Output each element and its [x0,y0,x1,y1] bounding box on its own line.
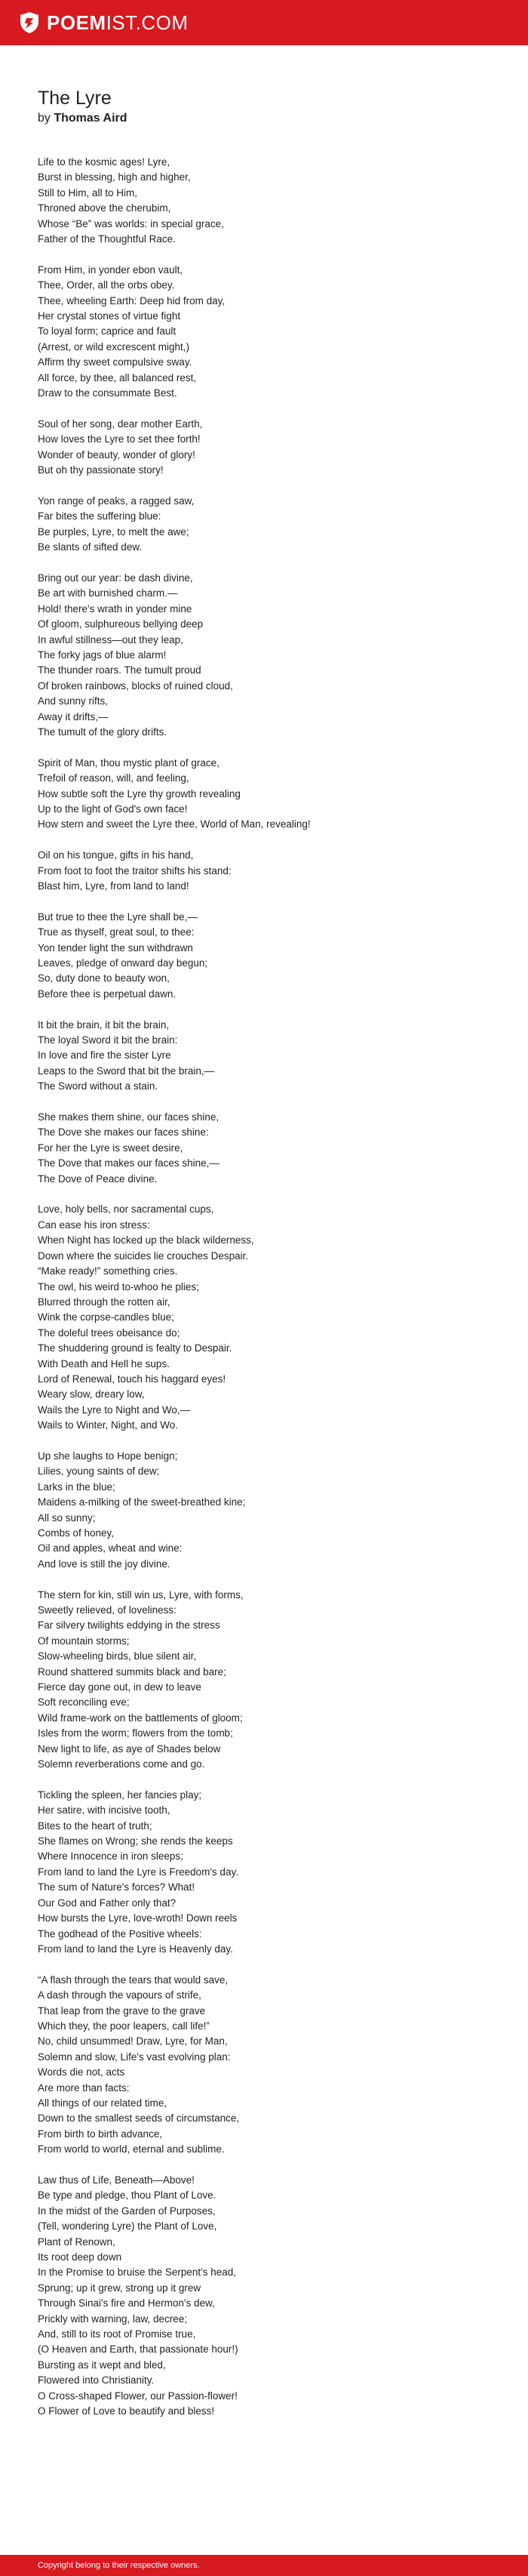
poem-author-link[interactable]: Thomas Aird [54,112,127,125]
poem-line: From world to world, eternal and sublime. [38,2143,225,2155]
poem-line: Oil on his tongue, gifts in his hand, [38,849,194,861]
poem-line: In the Promise to bruise the Serpent's head, [38,2266,236,2279]
poem-line: (Tell, wondering Lyre) the Plant of Love, [38,2220,217,2232]
poem-line: Draw to the consummate Best. [38,387,177,399]
poem-line: Burst in blessing, high and higher, [38,171,191,183]
poem-line: Spirit of Man, thou mystic plant of grace, [38,756,219,769]
poem-stanza [38,1588,505,1773]
poem-line: Through Sinai's fire and Hermon's dew, [38,2297,215,2309]
poem-line: In awful stillness—out they leap, [38,633,183,646]
poem-title: The Lyre [38,88,112,109]
poem-line: Bites to the heart of truth; [38,1820,152,1832]
poem-line: All so sunny; [38,1511,96,1524]
poem-line: Weary slow, dreary low, [38,1388,145,1400]
poem-line: And love is still the joy divine. [38,1558,170,1570]
poem-line: Bring out our year: be dash divine, [38,572,193,584]
poem-stanza [38,417,505,479]
poem-line: Down where the suicides lie crouches Despair. [38,1249,249,1262]
poem-line: Solemn and slow, Life's vast evolving plan: [38,2051,231,2063]
poem-line: Soul of her song, dear mother Earth, [38,418,203,430]
site-footer [0,2555,528,2576]
poem-line: To loyal form; caprice and fault [38,325,177,337]
poem-line: Round shattered summits black and bare; [38,1665,226,1678]
site-header [0,0,528,45]
poem-line: All force, by thee, all balanced rest, [38,371,197,384]
poem-line: From Him, in yonder ebon vault, [38,263,183,276]
poem-line: Can ease his iron stress: [38,1219,150,1231]
poem-line: Words die not, acts [38,2066,125,2078]
poem-line: Bursting as it wept and bled, [38,2359,166,2371]
poem-line: O Flower of Love to beautify and bless! [38,2405,215,2417]
poem-stanza [38,494,505,556]
poem-line: Away it drifts,— [38,710,109,723]
poem-line: The Dove of Peace divine. [38,1172,158,1185]
poem-line: And, still to its root of Promise true, [38,2328,196,2340]
poem-line: The shuddering ground is fealty to Despair. [38,1342,232,1354]
poem-line: Leaves, pledge of onward day begun; [38,957,208,969]
poem-line: How stern and sweet the Lyre thee, World of Man, revealing! [38,818,311,830]
poem-line: That leap from the grave to the grave [38,2004,206,2017]
poem-line: Her crystal stones of virtue fight [38,310,181,322]
poem-line: The godhead of the Positive wheels: [38,1927,202,1940]
poem-line: Thee, Order, all the orbs obey. [38,279,175,291]
logo-text-bold: POEM [47,11,106,34]
poem-line: Are more than facts: [38,2081,130,2094]
poem-line: (O Heaven and Earth, that passionate hour!) [38,2343,238,2356]
poem-line: The Sword without a stain. [38,1080,158,1092]
poem-line: But true to thee the Lyre shall be,— [38,911,198,923]
poem-line: O Cross-shaped Flower, our Passion-flower! [38,2390,238,2402]
poem-stanza [38,1449,505,1572]
poem-stanza [38,2173,505,2420]
poem-line: Of gloom, sulphureous bellying deep [38,618,204,630]
poem-line: “A flash through the tears that would save, [38,1974,229,1986]
poem-line: Thee, wheeling Earth: Deep hid from day, [38,294,226,307]
poem-line: Isles from the worm; flowers from the tomb; [38,1727,233,1739]
poem-stanza [38,1788,505,1957]
poem-line: Throned above the cherubim, [38,202,171,214]
poem-stanza [38,1110,505,1187]
poem-line: The loyal Sword it bit the brain: [38,1034,178,1046]
poem-line: The tumult of the glory drifts. [38,726,167,738]
site-logo[interactable] [18,11,189,35]
poem-line: Wails the Lyre to Night and Wo,— [38,1404,191,1416]
poem-line: The forky jags of blue alarm! [38,649,167,661]
poem-line: Sprung; up it grew, strong up it grew [38,2282,201,2294]
poem-line: All things of our related time, [38,2097,167,2109]
poem-stanza [38,1018,505,1095]
poem-stanza [38,263,505,402]
logo-text-light: IST.COM [106,11,189,34]
poem-line: So, duty done to beauty won, [38,972,170,984]
poem-stanza [38,910,505,1002]
poem-line: Law thus of Life, Beneath—Above! [38,2174,195,2186]
poem-line: Larks in the blue; [38,1481,115,1493]
poem-line: Slow-wheeling birds, blue silent air, [38,1650,197,1662]
poem-line: Be art with burnished charm.— [38,587,178,599]
poem-line: Affirm thy sweet compulsive sway. [38,356,192,368]
poem-stanza [38,848,505,894]
poem-line: In the midst of the Garden of Purposes, [38,2205,216,2217]
poem-line: Prickly with warning, law, decree; [38,2313,188,2325]
poem-line: New light to life, as aye of Shades below [38,1742,221,1755]
poem-line: Trefoil of reason, will, and feeling, [38,772,189,784]
poem-line: Of mountain storms; [38,1635,130,1647]
poem-line: Lilies, young saints of dew; [38,1465,160,1478]
poem-line: Father of the Thoughtful Race. [38,233,176,245]
poem-line: Yon tender light the sun withdrawn [38,941,193,954]
poem-line: Still to Him, all to Him, [38,186,138,199]
poem-stanza [38,571,505,740]
poem-line: Which they, the poor leapers, call life!” [38,2020,210,2032]
poem-line: How bursts the Lyre, love-wroth! Down reels [38,1912,238,1924]
poem-line: Be type and pledge, thou Plant of Love. [38,2189,216,2202]
poem-line: Maidens a-milking of the sweet-breathed kine; [38,1496,246,1508]
poem-byline [38,111,505,126]
poem-line: When Night has locked up the black wilderness, [38,1234,254,1246]
poem-line: Up to the light of God's own face! [38,803,188,815]
poem-line: With Death and Hell he sups. [38,1357,170,1370]
poem-line: Oil and apples, wheat and wine: [38,1542,183,1555]
poem-line: Of broken rainbows, blocks of ruined cloud, [38,679,233,692]
poem-line: For her the Lyre is sweet desire, [38,1142,183,1154]
poem-line: From land to land the Lyre is Freedom's day. [38,1866,238,1878]
poem-line: Yon range of peaks, a ragged saw, [38,495,195,507]
poem-stanza [38,1202,505,1433]
poem-line: Be purples, Lyre, to melt the awe; [38,525,189,538]
poem-line: Plant of Renown, [38,2236,115,2248]
poem-line: Love, holy bells, nor sacramental cups, [38,1203,214,1216]
poem-line: How loves the Lyre to set thee forth! [38,433,201,445]
poem-line: Fierce day gone out, in dew to leave [38,1681,201,1693]
poem-line: And sunny rifts, [38,695,109,707]
poem-line: A dash through the vapours of strife, [38,1989,201,2001]
poem-line: Down to the smallest seeds of circumstance, [38,2112,240,2125]
poem-line: How subtle soft the Lyre thy growth revealing [38,787,241,800]
footer-copyright: Copyright belong to their respective owners. [38,2561,200,2570]
poem-line: From foot to foot the traitor shifts his stand: [38,864,232,877]
byline-prefix: by [38,112,51,125]
poem-stanza [38,756,505,833]
poem-line: The Dove she makes our faces shine: [38,1126,209,1139]
poem-line: Tickling the spleen, her fancies play; [38,1789,202,1801]
shield-icon [18,11,41,34]
poem-content [38,87,505,2435]
poem-line: Leaps to the Sword that bit the brain,— [38,1065,215,1077]
poem-line: Wails to Winter, Night, and Wo. [38,1419,179,1431]
poem-line: From birth to birth advance, [38,2128,163,2140]
poem-stanza [38,155,505,247]
poem-line: In love and fire the sister Lyre [38,1049,171,1062]
poem-line: (Arrest, or wild excrescent might,) [38,340,190,353]
poem-line: Blurred through the rotten air, [38,1296,170,1308]
poem-line: Wonder of beauty, wonder of glory! [38,448,195,461]
poem-line: Lord of Renewal, touch his haggard eyes! [38,1373,226,1385]
poem-line: The thunder roars. The tumult proud [38,664,201,676]
poem-line: Flowered into Christianity. [38,2374,155,2386]
poem-line: Hold! there's wrath in yonder mine [38,602,192,615]
poem-line: From land to land the Lyre is Heavenly day. [38,1943,233,1955]
poem-line: But oh thy passionate story! [38,464,164,476]
poem-body [38,155,505,2419]
poem-line: Where Innocence in iron sleeps; [38,1850,183,1863]
poem-stanza [38,1973,505,2158]
poem-line: She makes them shine, our faces shine, [38,1111,219,1123]
poem-line: The stern for kin, still win us, Lyre, with forms, [38,1588,244,1601]
poem-line: Up she laughs to Hope benign; [38,1450,178,1462]
poem-line: Before thee is perpetual dawn. [38,988,177,1000]
poem-line: Far silvery twilights eddying in the stress [38,1619,220,1632]
poem-line: True as thyself, great soul, to thee: [38,926,195,938]
poem-line: Be slants of sifted dew. [38,541,143,553]
poem-line: Solemn reverberations come and go. [38,1758,205,1770]
poem-line: The owl, his weird to-whoo he plies; [38,1280,199,1293]
poem-line: Life to the kosmic ages! Lyre, [38,156,170,168]
poem-line: Its root deep down [38,2251,122,2263]
poem-line: Combs of honey, [38,1527,115,1539]
poem-line: Sweetly relieved, of loveliness: [38,1604,177,1616]
poem-line: Soft reconciling eve; [38,1696,130,1709]
poem-line: The sum of Nature's forces? What! [38,1881,195,1893]
poem-line: It bit the brain, it bit the brain, [38,1018,170,1031]
poem-line: Blast him, Lyre, from land to land! [38,880,189,892]
poem-line: Wink the corpse-candles blue; [38,1311,174,1323]
poem-line: “Make ready!” something cries. [38,1265,178,1277]
poem-line: Her satire, with incisive tooth, [38,1804,170,1816]
poem-line: The doleful trees obeisance do; [38,1327,180,1339]
logo-text [47,11,189,35]
poem-line: Whose “Be” was worlds: in special grace, [38,217,224,230]
poem-line: Far bites the suffering blue: [38,510,161,522]
poem-line: Wild frame-work on the battlements of gloom; [38,1712,243,1724]
poem-line: The Dove that makes our faces shine,— [38,1157,219,1169]
poem-line: She flames on Wrong; she rends the keeps [38,1835,233,1847]
poem-line: Our God and Father only that? [38,1897,177,1909]
poem-line: No, child unsummed! Draw, Lyre, for Man, [38,2035,228,2048]
